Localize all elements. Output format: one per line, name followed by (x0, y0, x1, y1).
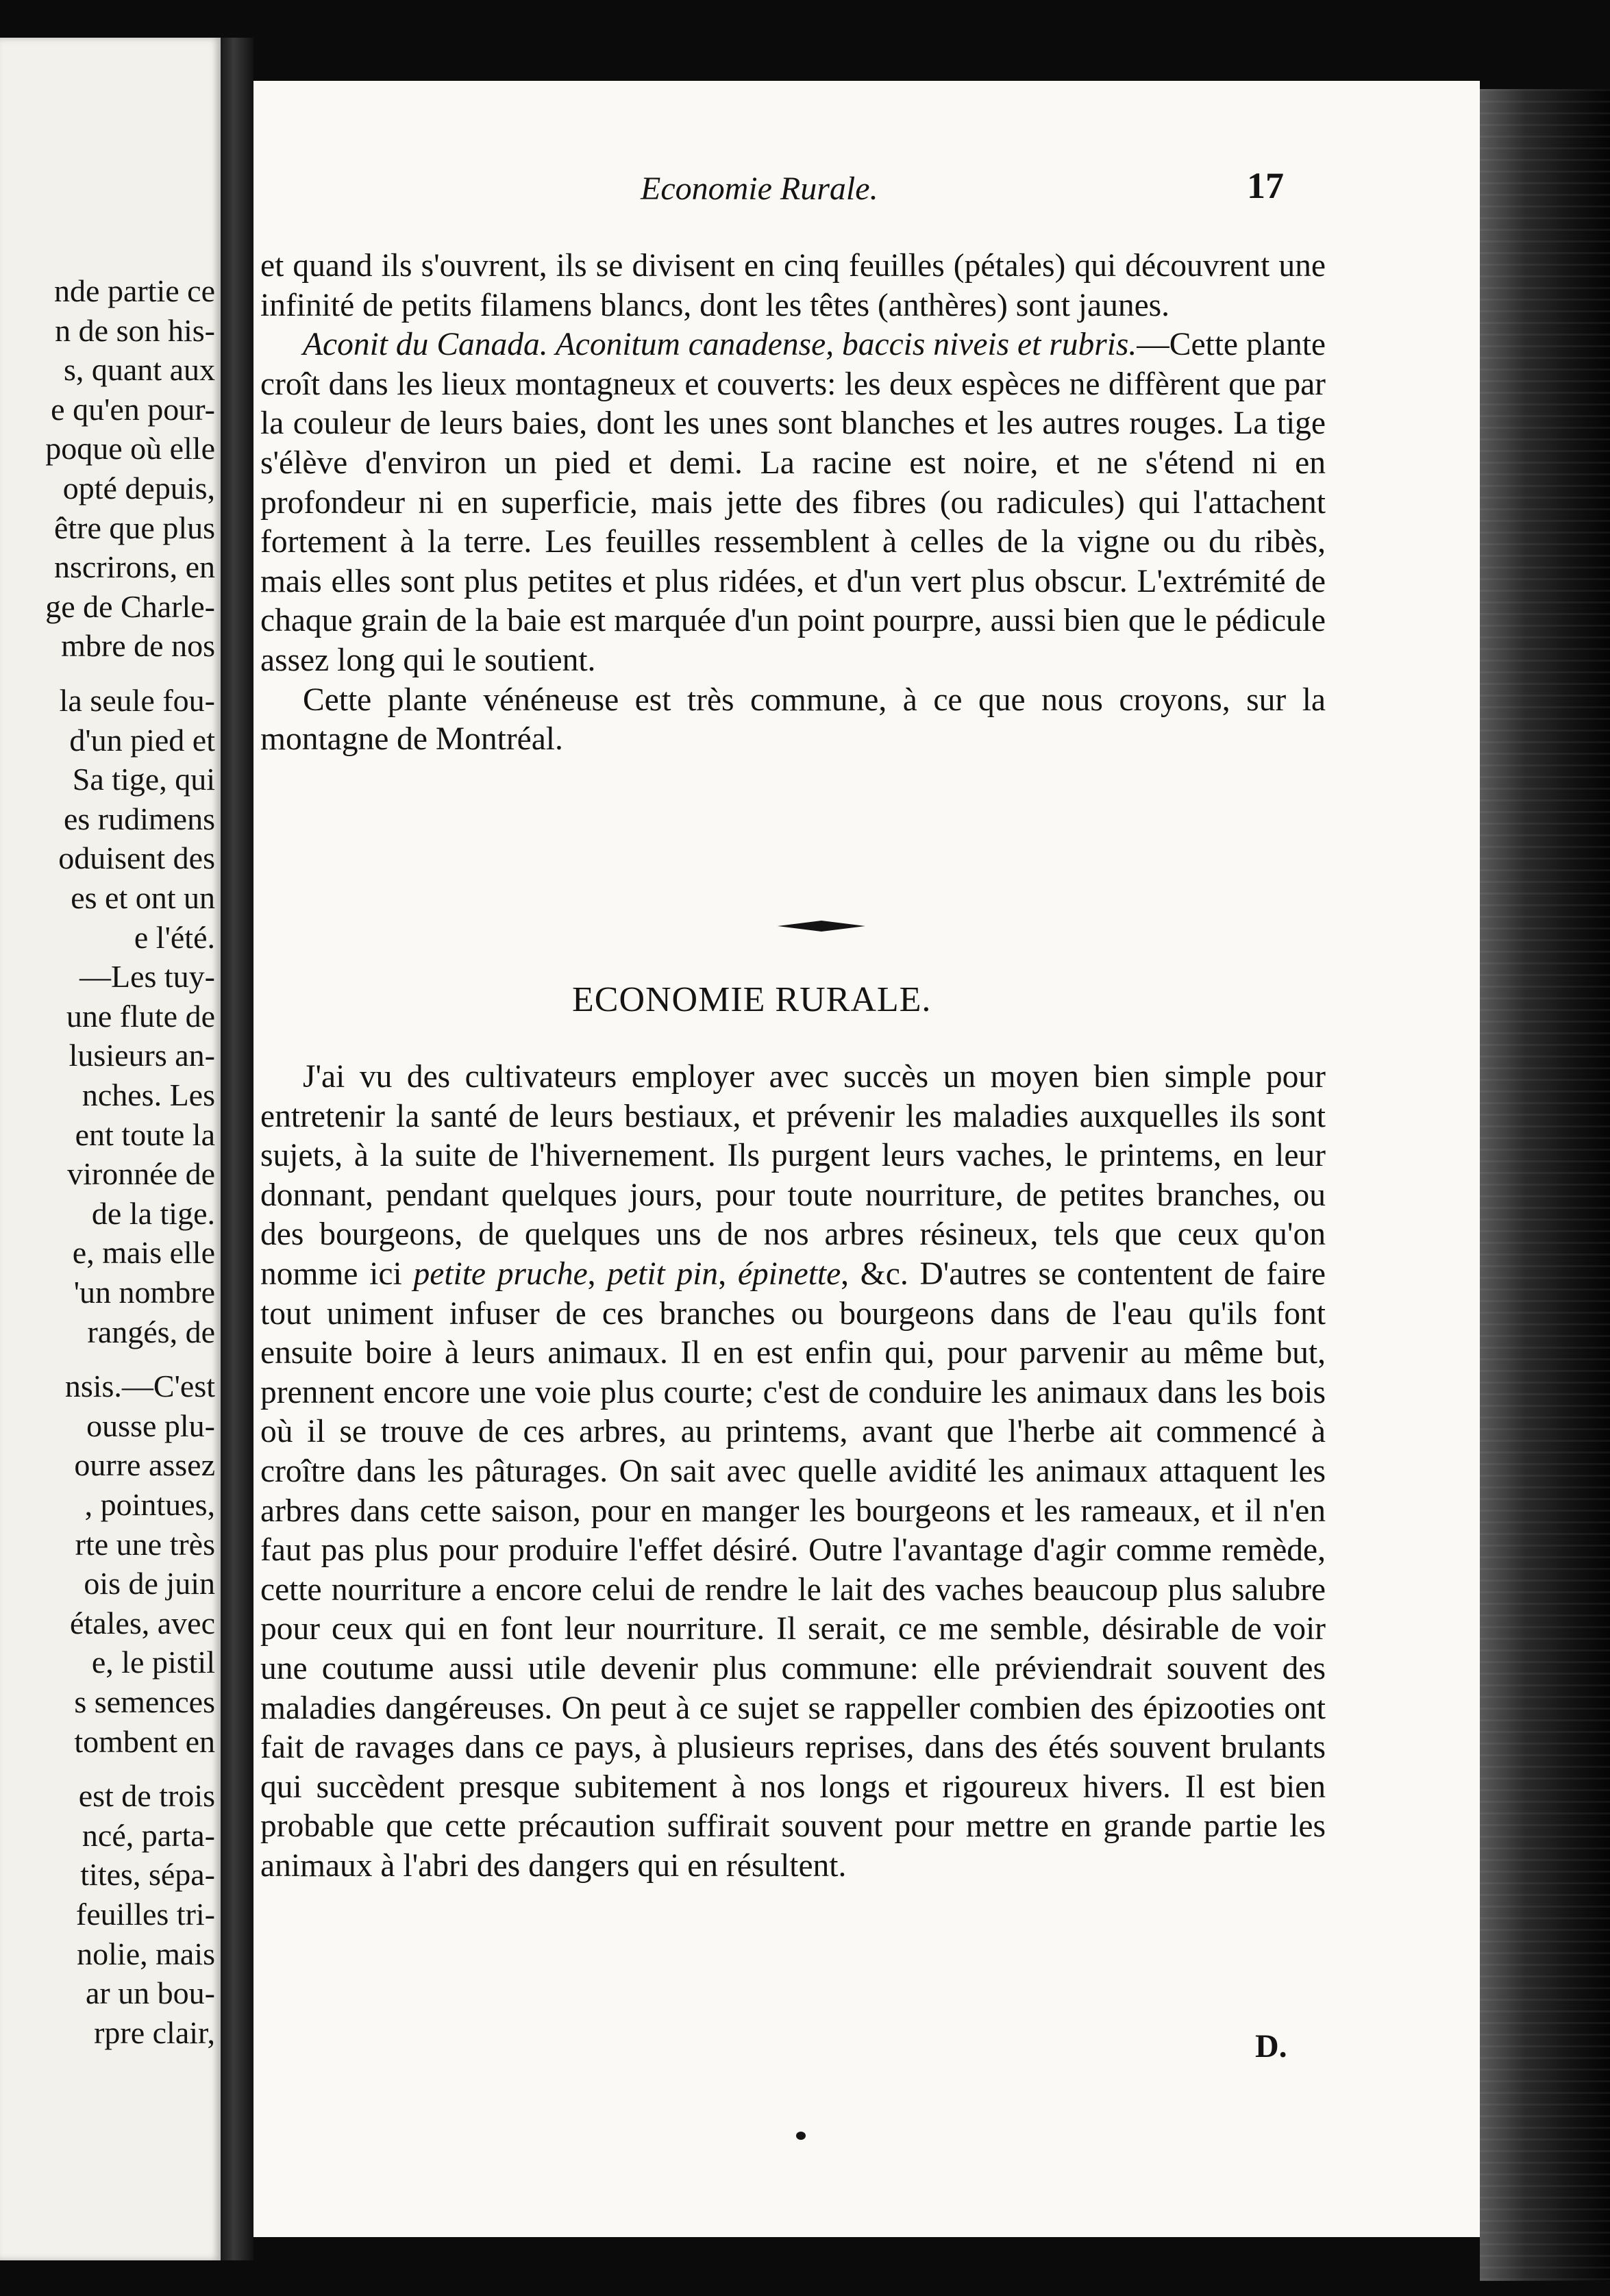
paragraph-aconit (260, 325, 1326, 680)
paragraph-body: —Cette plante croît dans les lieux montagneux et couverts: les deux espèces ne diffèrent que par la couleur de leurs baies, dont les unes sont blanches et les autres rouges. La tige s'élève d'environ un pied et demi. La racine est noire, et ne s'étend ni en profondeur ni en superficie, mais jette des fibres (ou radicules) qui l'attachent fortement à la terre. Les feuilles ressemblent à celles de la vigne ou du ribès, mais elles sont plus petites et plus ridées, et d'un vert plus obscur. L'extrémité de chaque grain de la baie est marquée d'un point pourpre, aussi bien que le pédicule assez long qui le soutient. (260, 327, 1326, 678)
separator: , (718, 1256, 738, 1292)
left-page-line: n de son his- (55, 312, 215, 348)
book-gutter (221, 38, 253, 2260)
left-page-line: étales, avec (70, 1605, 215, 1640)
left-page-line: nches. Les (82, 1077, 215, 1112)
section-title: ECONOMIE RURALE. (572, 980, 932, 1019)
left-page-line: opté depuis, (62, 471, 215, 506)
left-page-line: rte une très (75, 1526, 215, 1562)
paragraph: Cette plante vénéneuse est très commune, à ce que nous croyons, sur la montagne de Montréal. (260, 682, 1326, 758)
tree-name: épinette (737, 1256, 841, 1292)
left-page-line: est de trois (78, 1778, 215, 1814)
running-head: Economie Rurale. (641, 171, 878, 207)
left-page-line: ois de juin (84, 1566, 215, 1601)
left-page-line: ge de Charle- (45, 588, 215, 624)
left-page-line: tombent en (74, 1723, 215, 1759)
left-page-line: une flute de (66, 998, 215, 1034)
ornament-rule (778, 918, 865, 934)
species-name: Aconit du Canada. Aconitum canadense, baccis niveis et rubris. (303, 327, 1137, 363)
left-page-line: ousse plu- (86, 1408, 215, 1443)
ink-spot (796, 2132, 806, 2140)
tree-name: petite pruche (413, 1256, 588, 1292)
left-page-line: de la tige. (91, 1195, 215, 1231)
paragraph-text: , &c. D'autres se contentent de faire tout uniment infuser de ces branches ou bourgeons dans de l'eau qu'ils font ensuite boire à leurs animaux. Il en est enfin qui, pour parvenir au même but, prennent encore une voie plus courte; c'est de conduire les animaux dans les bois où il se trouve de ces arbres, au printems, avant que l'herbe ait commencé à croître dans les pâturages. On sait avec quelle avidité les animaux attaquent les arbres dans cette saison, pour en manger les bourgeons et les rameaux, et il n'en faut pas plus pour produire l'effet désiré. Outre l'avantage d'agir comme remède, cette nourriture a encore celui de rendre le lait des vaches beaucoup plus salubre pour ceux qui en font leur nourriture. Il serait, ce me semble, désirable de voir une coutume aussi utile devenir plus commune: elle préviendrait souvent des maladies dangéreuses. On peut à ce sujet se rappeller combien des épizooties ont fait de ravages dans ce pays, à plusieurs reprises, dans des étés souvent brulants qui succèdent presque subitement à nos longs et rigoureux hivers. Il est bien probable que cette précaution suffirait souvent pour mettre en grande partie les animaux à l'abri des dangers qui en résultent. (260, 1256, 1326, 1884)
left-page-line: rangés, de (87, 1314, 215, 1349)
left-page-line: e, mais elle (72, 1235, 215, 1271)
left-page-line: mbre de nos (61, 628, 215, 664)
paragraph (260, 1058, 1326, 1886)
tree-name: petit pin (607, 1256, 719, 1292)
left-page-line: Sa tige, qui (72, 762, 215, 797)
left-page-line: oduisent des (58, 840, 215, 876)
left-page-line: es rudimens (63, 801, 215, 836)
left-page-line: d'un pied et (69, 722, 215, 758)
left-page-line: tites, sépa- (80, 1857, 215, 1893)
left-page-line: , pointues, (84, 1487, 215, 1522)
separator: , (587, 1256, 608, 1292)
left-page-line: e, le pistil (91, 1645, 215, 1680)
left-page-line: être que plus (53, 510, 215, 545)
left-page-line: nolie, mais (77, 1936, 215, 1971)
left-page-line: rpre clair, (94, 2014, 215, 2050)
book-edge (1480, 89, 1610, 2281)
left-page-line: vironnée de (67, 1156, 215, 1192)
economie-rurale-text (260, 1058, 1326, 1886)
left-page-line: ncé, parta- (82, 1817, 215, 1853)
left-page-line: nde partie ce (54, 273, 215, 308)
left-page-line: s, quant aux (63, 352, 215, 388)
left-page-line: ar un bou- (85, 1975, 215, 2011)
left-page-line: es et ont un (71, 880, 215, 915)
left-page-line: la seule fou- (59, 683, 215, 718)
left-page-line: nsis.—C'est (64, 1369, 215, 1404)
paragraph-text: J'ai vu des cultivateurs employer avec succès un moyen bien simple pour entretenir la santé de leurs bestiaux, et prévenir les maladies auxquelles ils sont sujets, à la suite de l'hivernement. Ils purgent leurs vaches, le printems, en leur donnant, pendant quelques jours, pour toute nourriture, de petites branches, ou des bourgeons, de quelques uns de nos arbres résineux, tels que ceux qu'on nomme ici (260, 1059, 1326, 1292)
left-page-line: s semences (74, 1684, 215, 1719)
left-page-line: 'un nombre (73, 1275, 215, 1310)
left-page-line: e qu'en pour- (51, 391, 215, 427)
botanical-text (260, 247, 1326, 760)
left-page-line: —Les tuy- (79, 959, 215, 995)
left-page-line: e l'été. (134, 919, 215, 955)
left-facing-page (0, 38, 221, 2260)
signature: D. (1255, 2028, 1287, 2064)
left-page-line: ourre assez (74, 1447, 215, 1483)
page-number: 17 (1247, 165, 1284, 206)
left-page-line: ent toute la (75, 1116, 215, 1152)
left-page-line: poque où elle (45, 431, 215, 466)
left-page-line: lusieurs an- (69, 1038, 215, 1073)
paragraph: et quand ils s'ouvrent, ils se divisent en cinq feuilles (pétales) qui découvrent une infinité de petits filamens blancs, dont les têtes (anthères) sont jaunes. (260, 248, 1326, 323)
left-page-line: feuilles tri- (75, 1897, 215, 1932)
left-page-line: nscrirons, en (53, 549, 215, 585)
